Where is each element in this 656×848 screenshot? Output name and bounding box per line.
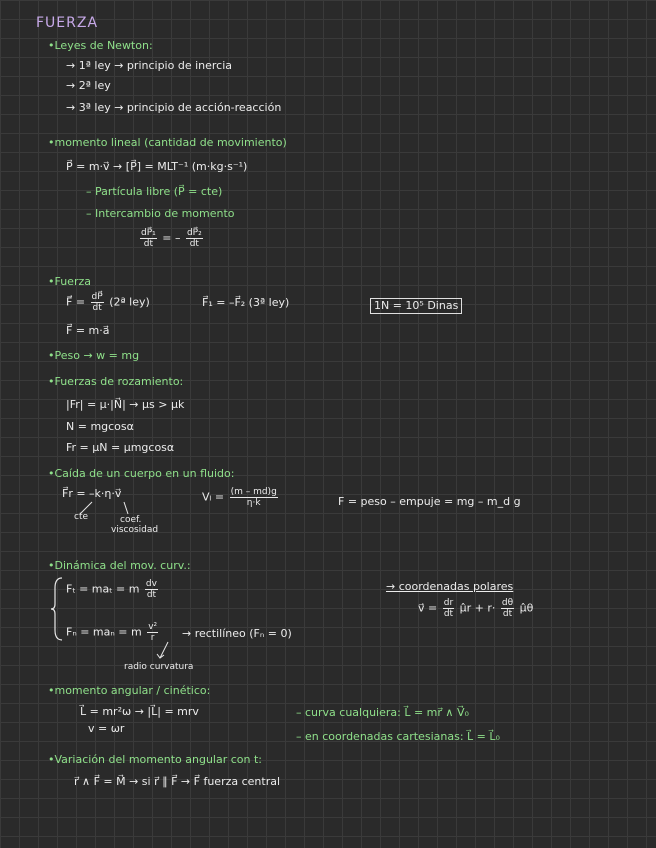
newton-law-2: → 2ª ley <box>66 79 111 92</box>
middle-term: μ̂r + r· <box>459 601 496 615</box>
variacion-line: r⃗ ∧ F⃗ = M⃗ → si r⃗ ∥ F⃗ → F⃗ fuerza central <box>74 775 281 788</box>
lhs: Fₜ = maₜ = m <box>66 582 140 596</box>
newton-law-1: → 1ª ley → principio de inercia <box>66 59 233 72</box>
denominator: dt <box>502 609 513 619</box>
fraction <box>91 292 104 313</box>
fraction <box>501 598 514 619</box>
variacion-heading: •Variación del momento angular con t: <box>48 753 263 766</box>
angular-l2: v = ωr <box>88 722 125 735</box>
radio-arrow <box>150 640 180 662</box>
angular-l1: L⃗ = mr²ω → |L⃗| = mrv <box>80 705 199 718</box>
numerator: dP⃗₁ <box>141 228 156 238</box>
lhs: Vₗ = <box>202 490 225 504</box>
particula-libre: – Partícula libre (P⃗ = cte) <box>86 185 223 198</box>
rozamiento-heading: •Fuerzas de rozamiento: <box>48 375 184 388</box>
lhs: Fₙ = maₙ = m <box>66 625 142 639</box>
fuerza-ma: F⃗ = m·a⃗ <box>66 324 110 337</box>
tercera-ley: F⃗₁ = –F⃗₂ (3ª ley) <box>202 296 290 309</box>
denominator: dt <box>143 239 153 249</box>
intercambio-equation <box>138 228 205 249</box>
lhs: F⃗ = <box>66 295 86 309</box>
viscosidad-label: viscosidad <box>111 525 159 535</box>
numerator: dv <box>145 579 157 589</box>
numerator: dP⃗ <box>91 292 103 302</box>
empuje-line: F = peso – empuje = mg – m_d g <box>338 495 521 508</box>
rozamiento-l1: |Fr| = μ·|N⃗| → μs > μk <box>66 398 185 411</box>
angular-heading: •momento angular / cinético: <box>48 684 211 697</box>
caida-heading: •Caída de un cuerpo en un fluido: <box>48 467 235 480</box>
fraction <box>140 228 157 249</box>
denominator: r <box>150 633 155 643</box>
rozamiento-l2: N = mgcosα <box>66 420 134 433</box>
newton-law-3: → 3ª ley → principio de acción-reacción <box>66 101 282 114</box>
coef-label: coef. <box>120 515 142 525</box>
page-title: FUERZA <box>36 15 99 31</box>
momento-heading: •momento lineal (cantidad de movimiento) <box>48 136 287 149</box>
curva-cualquiera: – curva cualquiera: L⃗ = mr⃗ ∧ V⃗₀ <box>296 706 469 719</box>
coordenadas-cartesianas: – en coordenadas cartesianas: L⃗ = L⃗₀ <box>296 730 500 743</box>
equals-minus: = – <box>162 231 181 245</box>
fuerza-heading: •Fuerza <box>48 275 91 288</box>
numerator: dr <box>443 598 454 608</box>
radio-curvatura: radio curvatura <box>124 662 194 672</box>
denominator: dt <box>443 609 454 619</box>
intercambio-momento: – Intercambio de momento <box>86 207 235 220</box>
fraction <box>230 487 278 508</box>
cte-label: cte <box>74 512 89 522</box>
numerator: v² <box>148 622 158 632</box>
denominator: dt <box>146 590 157 600</box>
note: (2ª ley) <box>109 295 150 309</box>
lhs: v⃗ = <box>418 601 438 615</box>
velocidad-limite <box>202 487 280 508</box>
dinamica-heading: •Dinámica del mov. curv.: <box>48 559 191 572</box>
coordenadas-polares: → coordenadas polares <box>386 580 514 593</box>
numerator: dP⃗₂ <box>186 228 202 238</box>
fraction <box>186 228 203 249</box>
momento-formula: P⃗ = m·v⃗ → [P⃗] = MLT⁻¹ (m·kg·s⁻¹) <box>66 160 248 173</box>
fuerza-normal <box>66 622 160 643</box>
rozamiento-l3: Fr = μN = μmgcosα <box>66 441 175 454</box>
newton-heading: •Leyes de Newton: <box>48 39 153 52</box>
fuerza-derivative <box>66 292 150 313</box>
rectilineo-note: → rectilíneo (Fₙ = 0) <box>182 627 292 640</box>
caida-formula: F⃗r = –k·η·v⃗ <box>62 487 122 500</box>
fraction <box>145 579 158 600</box>
velocidad-polar <box>418 598 533 619</box>
denominator: η·k <box>246 498 261 508</box>
end-term: μ̂θ <box>519 601 534 615</box>
fraction <box>443 598 454 619</box>
fuerza-tangencial <box>66 579 160 600</box>
denominator: dt <box>189 239 199 249</box>
numerator: dθ <box>501 598 514 608</box>
denominator: dt <box>92 303 102 313</box>
brace-icon <box>50 576 64 642</box>
unit-box: 1N = 10⁵ Dinas <box>370 298 462 314</box>
numerator: (m – md)g <box>230 487 277 497</box>
peso-line: •Peso → w = mg <box>48 349 140 362</box>
